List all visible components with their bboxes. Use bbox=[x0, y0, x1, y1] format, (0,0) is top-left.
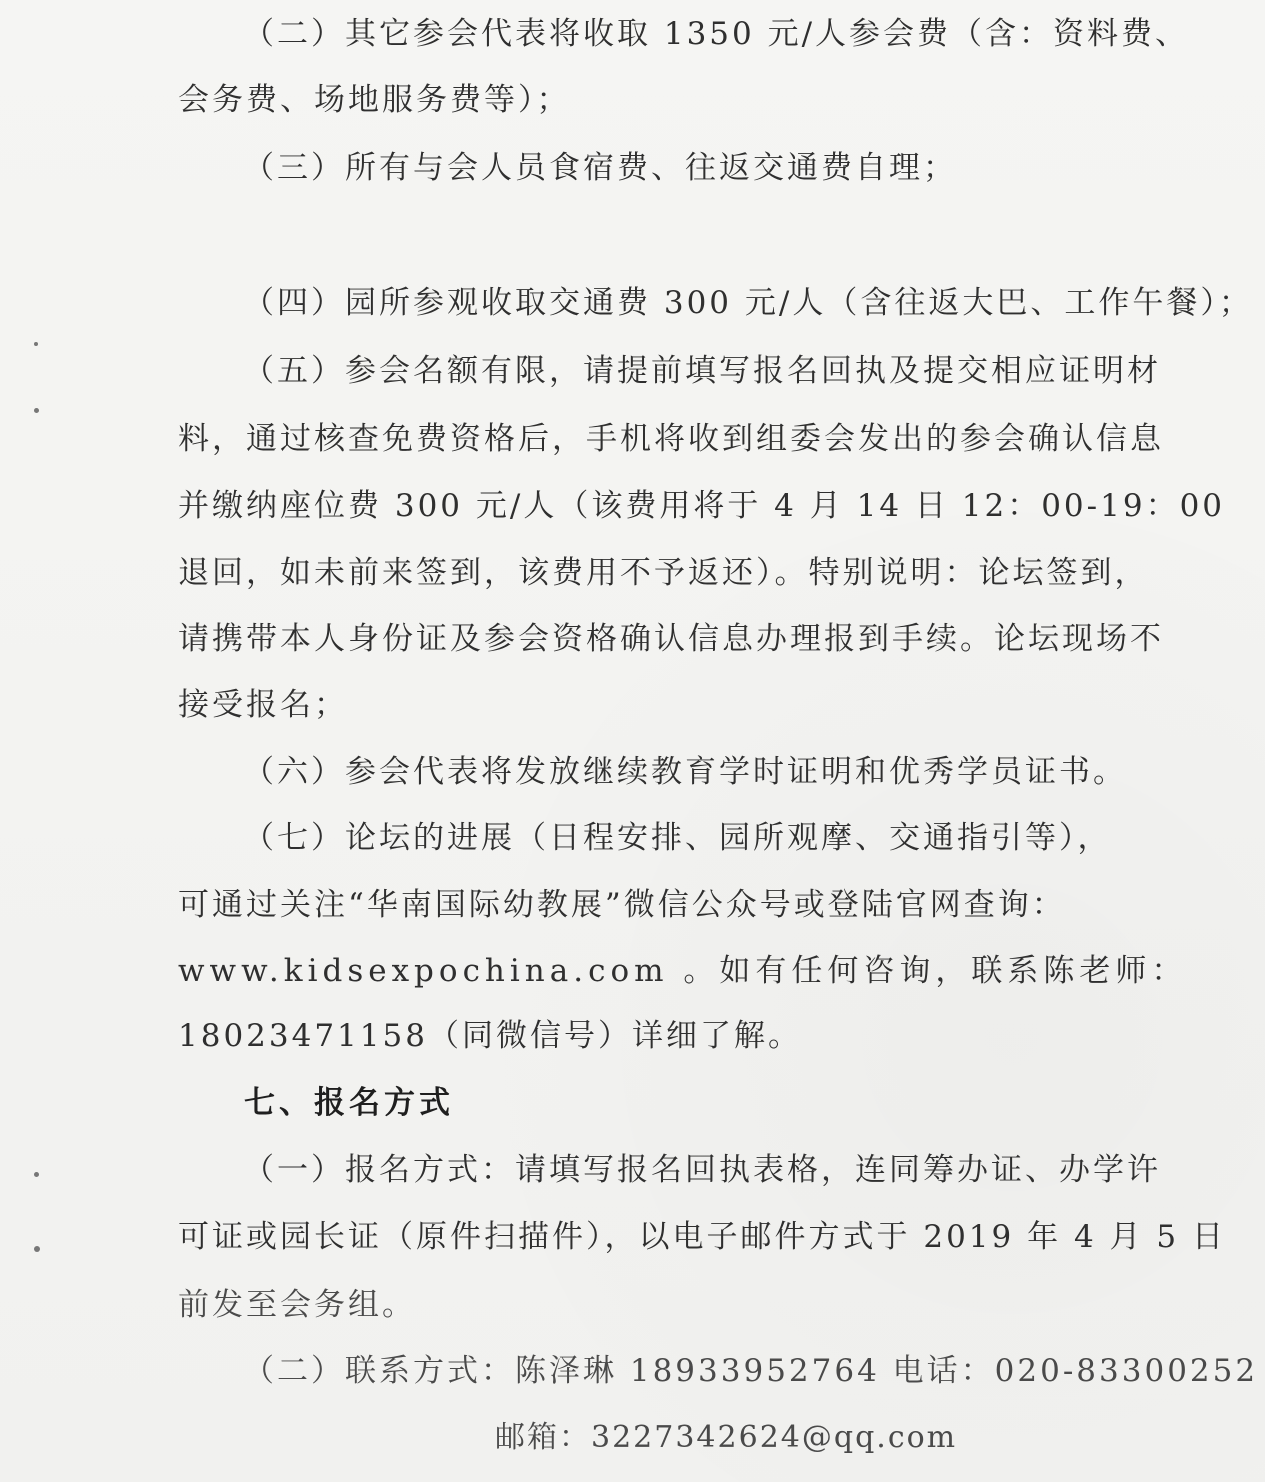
scan-mark bbox=[34, 1172, 39, 1177]
paragraph-line: 18023471158（同微信号）详细了解。 bbox=[178, 1018, 802, 1054]
paragraph-line: 可证或园长证（原件扫描件），以电子邮件方式于 2019 年 4 月 5 日 bbox=[178, 1219, 1226, 1255]
paragraph-line: 请携带本人身份证及参会资格确认信息办理报到手续。论坛现场不 bbox=[178, 621, 1164, 657]
paragraph-line: 可通过关注“华南国际幼教展”微信公众号或登陆官网查询： bbox=[178, 887, 1066, 923]
paragraph-line: （四）园所参观收取交通费 300 元/人（含往返大巴、工作午餐）； bbox=[243, 285, 1253, 321]
paragraph-line: （三）所有与会人员食宿费、往返交通费自理； bbox=[243, 150, 957, 186]
section-heading: 七、报名方式 bbox=[244, 1085, 454, 1121]
contact-line: （二）联系方式：陈泽琳 18933952764 电话：020-83300252 bbox=[243, 1353, 1259, 1389]
paragraph-line: 料，通过核查免费资格后，手机将收到组委会发出的参会确认信息 bbox=[178, 421, 1164, 457]
paragraph-line: （二）其它参会代表将收取 1350 元/人参会费（含：资料费、 bbox=[243, 16, 1190, 52]
paragraph-line: 会务费、场地服务费等）； bbox=[178, 82, 571, 118]
paragraph-line: 并缴纳座位费 300 元/人（该费用将于 4 月 14 日 12：00-19：00 bbox=[178, 488, 1226, 524]
paragraph-line: 前发至会务组。 bbox=[178, 1287, 416, 1323]
paragraph-line: 退回，如未前来签到，该费用不予返还）。特别说明：论坛签到， bbox=[178, 555, 1149, 591]
paragraph-line: （六）参会代表将发放继续教育学时证明和优秀学员证书。 bbox=[243, 754, 1127, 790]
paragraph-line: 接受报名； bbox=[178, 687, 348, 723]
paragraph-line: （五）参会名额有限，请提前填写报名回执及提交相应证明材 bbox=[243, 353, 1161, 389]
paragraph-line: www.kidsexpochina.com 。如有任何咨询，联系陈老师： bbox=[178, 953, 1188, 989]
paragraph-line: （七）论坛的进展（日程安排、园所观摩、交通指引等）， bbox=[243, 820, 1112, 856]
email-line: 邮箱：3227342624@qq.com bbox=[495, 1420, 958, 1455]
scan-mark bbox=[34, 1246, 40, 1252]
paragraph-line: （一）报名方式：请填写报名回执表格，连同筹办证、办学许 bbox=[243, 1152, 1161, 1188]
scan-mark bbox=[34, 408, 39, 413]
scan-mark bbox=[34, 342, 38, 346]
